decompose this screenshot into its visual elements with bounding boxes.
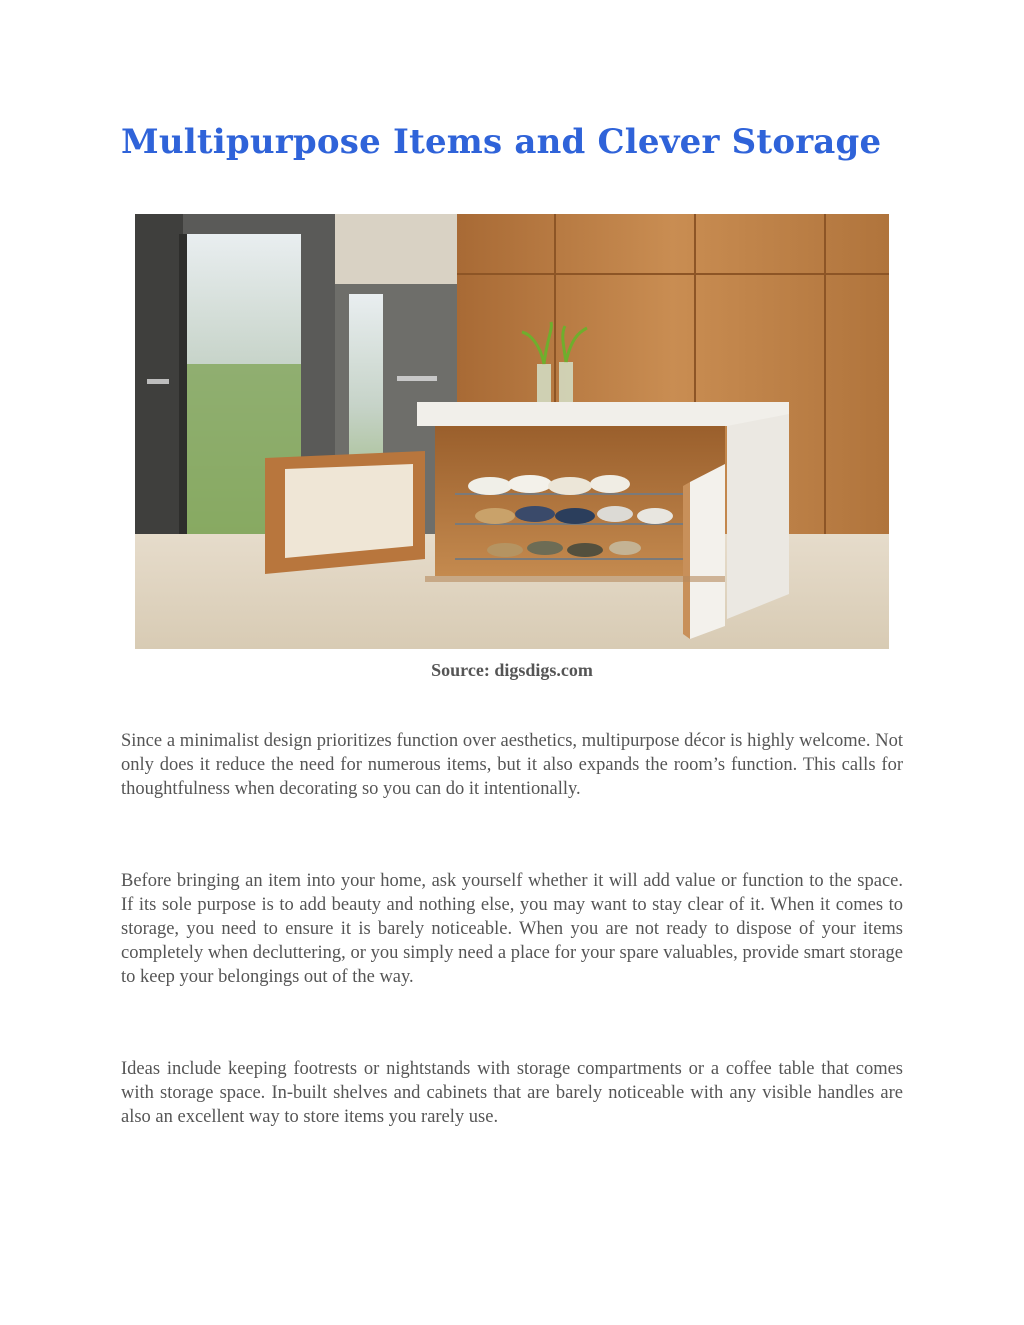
body-paragraph: Ideas include keeping footrests or nightstands with storage compartments or a coffee table that comes with storage space. In-built shelves and cabinets that are barely noticeable with any visible handles are also an excellent way to store items you rarely use. [121, 1059, 903, 1127]
body-paragraph: Since a minimalist design prioritizes function over aesthetics, multipurpose décor is highly welcome. Not only does it reduce the need for numerous items, but it also expands the room’s function. This calls for thoughtfulness when decorating so you can do it intentionally. [121, 731, 903, 799]
page-title: Multipurpose Items and Clever Storage [121, 122, 882, 162]
image-source-caption: Source: digsdigs.com [431, 660, 593, 680]
body-paragraph: Before bringing an item into your home, ask yourself whether it will add value or function to the space. If its sole purpose is to add beauty and nothing else, you may want to stay clear of it. When it comes to storage, you need to ensure it is barely noticeable. When you are not ready to dispose of your items completely when decluttering, or you simply need a place for your spare valuables, provide smart storage to keep your belongings out of the way. [121, 871, 903, 987]
shoe-cabinet-photo [135, 214, 889, 649]
